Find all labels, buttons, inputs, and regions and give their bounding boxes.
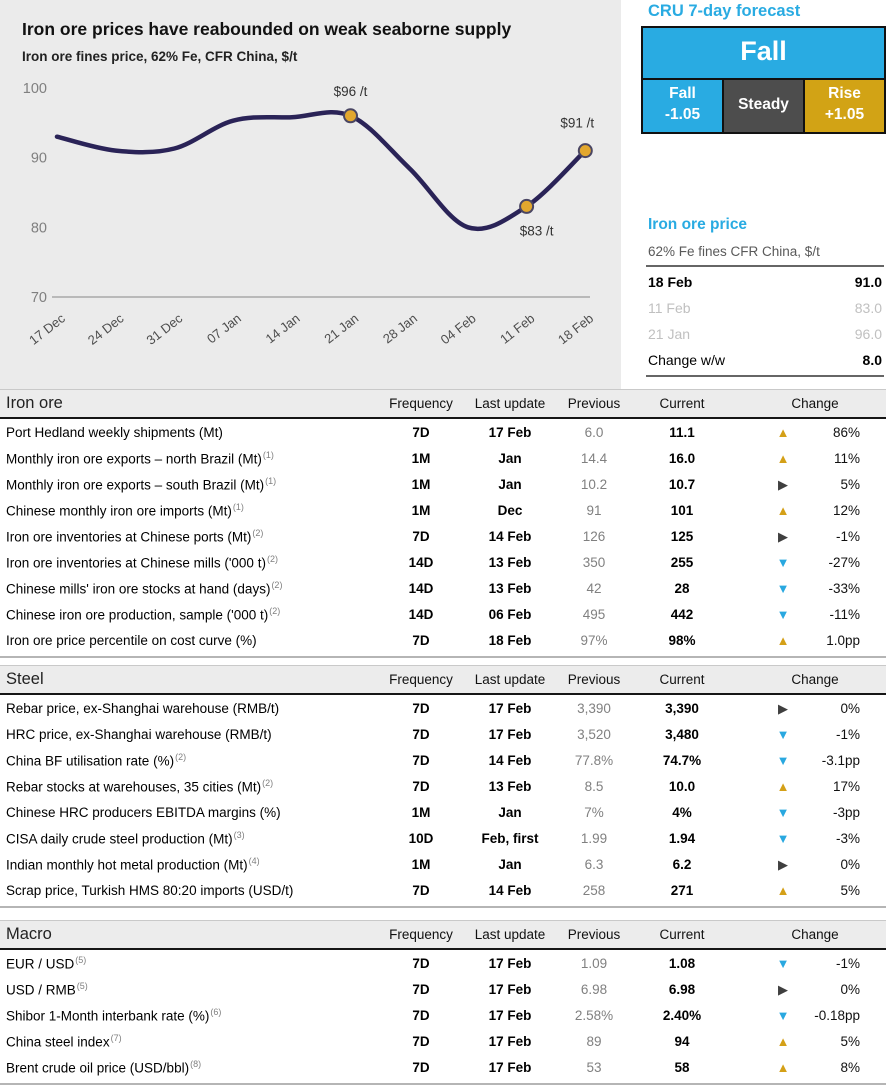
previous-cell: 77.8% [574, 752, 614, 768]
row-label: CISA daily crude steel production $(Mt)^{(3)}$ [6, 829, 245, 847]
frequency-cell: 7D [412, 981, 430, 997]
change-cell: 8% [840, 1059, 860, 1075]
current-cell: 28 [674, 580, 690, 596]
up-arrow-icon: ▲ [776, 778, 790, 794]
change-cell: -3pp [832, 804, 860, 820]
row-label: Shibor 1-Month interbank rate (%)$^{(6)}$ [6, 1006, 222, 1024]
down-arrow-icon: ▼ [776, 580, 790, 596]
change-cell: -3.1pp [821, 752, 860, 768]
row-label: USD / RMB$^{(5)}$ [6, 980, 88, 998]
frequency-cell: 7D [412, 1033, 430, 1049]
frequency-cell: 14D [408, 606, 434, 622]
column-header: Change [791, 396, 839, 411]
forecast-option-label: Fall [669, 85, 696, 102]
data-point-label: $83 /t [519, 223, 554, 239]
frequency-cell: 7D [412, 726, 430, 742]
last-update-cell: Feb, first [481, 830, 539, 846]
current-cell: 101 [670, 502, 694, 518]
last-update-cell: 14 Feb [488, 752, 532, 768]
section-header [0, 665, 886, 695]
last-update-cell: 17 Feb [488, 1007, 532, 1023]
footnote-marker: (3) [233, 829, 245, 840]
column-header: Frequency [389, 927, 453, 942]
last-update-cell: 17 Feb [488, 700, 532, 716]
last-update-cell: Jan [498, 476, 522, 492]
column-header: Frequency [389, 396, 453, 411]
footnote-marker: (2) [252, 527, 264, 538]
price-row-value: 8.0 [862, 352, 882, 368]
forecast-option-label: Steady [738, 95, 789, 113]
up-arrow-icon: ▲ [776, 1033, 790, 1049]
data-point-marker [344, 109, 357, 122]
footnote-marker: (2) [175, 751, 187, 762]
table-row [0, 549, 886, 575]
current-cell: 94 [674, 1033, 690, 1049]
last-update-cell: 17 Feb [488, 726, 532, 742]
frequency-cell: 7D [412, 424, 430, 440]
table-row [0, 497, 886, 523]
forecast-options [643, 78, 884, 132]
current-cell: 16.0 [668, 450, 696, 466]
frequency-cell: 14D [408, 554, 434, 570]
price-row [646, 269, 884, 295]
row-label: Rebar price, ex-Shanghai warehouse (RMB/t) [6, 700, 280, 716]
last-update-cell: 14 Feb [488, 528, 532, 544]
frequency-cell: 7D [412, 882, 430, 898]
frequency-cell: 1M [411, 476, 431, 492]
previous-cell: 7% [584, 804, 604, 820]
price-panel-subtitle: 62% Fe fines CFR China, $/t [648, 244, 820, 259]
change-cell: 11% [833, 450, 860, 466]
frequency-cell: 7D [412, 528, 430, 544]
forecast-box [641, 26, 886, 134]
change-cell: -0.18pp [814, 1007, 860, 1023]
chart-title: Iron ore prices have reabounded on weak seaborne supply [22, 19, 512, 39]
down-arrow-icon: ▼ [776, 955, 790, 971]
last-update-cell: 13 Feb [488, 778, 532, 794]
x-axis-tick: 14 Jan [262, 310, 303, 347]
table-row [0, 445, 886, 471]
previous-cell: 1.09 [580, 955, 608, 971]
column-header: Current [659, 672, 705, 687]
previous-cell: 8.5 [584, 778, 604, 794]
section-macro [0, 920, 886, 1085]
price-row-label: Change w/w [648, 352, 726, 368]
change-cell: 12% [832, 502, 860, 518]
previous-cell: 350 [582, 554, 606, 570]
current-cell: 10.7 [668, 476, 696, 492]
table-row [0, 695, 886, 721]
section-header [0, 389, 886, 419]
flat-arrow-icon: ▶ [778, 856, 788, 872]
up-arrow-icon: ▲ [776, 502, 790, 518]
row-label: Iron ore inventories at Chinese ports $(Mt)^{(2)}$ [6, 527, 264, 545]
previous-cell: 97% [580, 632, 608, 648]
current-cell: 4% [672, 804, 692, 820]
previous-cell: 2.58% [574, 1007, 614, 1023]
frequency-cell: 1M [411, 804, 431, 820]
current-cell: 1.94 [668, 830, 696, 846]
column-header: Current [659, 396, 705, 411]
previous-cell: 3,520 [577, 726, 611, 742]
current-cell: 6.2 [672, 856, 692, 872]
column-header: Previous [567, 927, 621, 942]
chart-subtitle: Iron ore fines price, 62% Fe, CFR China, $/t [22, 49, 298, 64]
change-cell: 0% [840, 981, 860, 997]
change-cell: -1% [835, 726, 860, 742]
section-title: Steel [6, 670, 44, 688]
table-row [0, 799, 886, 825]
change-cell: 0% [840, 700, 860, 716]
flat-arrow-icon: ▶ [778, 528, 788, 544]
change-cell: 17% [832, 778, 860, 794]
last-update-cell: 17 Feb [488, 424, 532, 440]
row-label: Port Hedland weekly shipments (Mt) [6, 424, 223, 440]
forecast-option-fall [643, 80, 722, 132]
row-label: Iron ore price percentile on cost curve (%) [6, 632, 257, 648]
change-cell: -1% [835, 528, 860, 544]
column-header: Change [791, 672, 839, 687]
previous-cell: 14.4 [580, 450, 608, 466]
flat-arrow-icon: ▶ [778, 476, 788, 492]
last-update-cell: 17 Feb [488, 1033, 532, 1049]
section-title: Iron ore [6, 394, 63, 412]
price-chart [0, 0, 621, 389]
frequency-cell: 7D [412, 752, 430, 768]
x-axis-tick: 04 Feb [437, 310, 479, 348]
section-title: Macro [6, 925, 52, 943]
footnote-marker: (7) [110, 1032, 122, 1043]
price-row-value: 83.0 [854, 300, 882, 316]
price-row-value: 91.0 [854, 274, 882, 290]
price-row-label: 18 Feb [648, 274, 693, 290]
x-axis-tick: 17 Dec [26, 310, 68, 348]
down-arrow-icon: ▼ [776, 1007, 790, 1023]
forecast-title: CRU 7-day forecast [648, 2, 801, 20]
previous-cell: 53 [586, 1059, 602, 1075]
flat-arrow-icon: ▶ [778, 981, 788, 997]
last-update-cell: Dec [497, 502, 523, 518]
table-row [0, 825, 886, 851]
current-cell: 255 [670, 554, 694, 570]
footnote-marker: (1) [232, 501, 244, 512]
row-label: China steel index$^{(7)}$ [6, 1032, 122, 1050]
row-label: Chinese iron ore production, sample ('000 t)$^{(2)}$ [6, 605, 281, 623]
footnote-marker: (5) [76, 980, 88, 991]
table-row [0, 1028, 886, 1054]
y-axis-tick: 90 [30, 150, 47, 167]
previous-cell: 258 [582, 882, 606, 898]
price-panel [646, 216, 884, 377]
row-label: EUR / USD$^{(5)}$ [6, 954, 87, 972]
data-point-marker [579, 144, 592, 157]
forecast-option-label: Rise [828, 85, 861, 102]
current-cell: 2.40% [662, 1007, 702, 1023]
table-row [0, 721, 886, 747]
frequency-cell: 10D [408, 830, 434, 846]
previous-cell: 495 [582, 606, 606, 622]
table-row [0, 471, 886, 497]
table-row [0, 601, 886, 627]
frequency-cell: 1M [411, 450, 431, 466]
x-axis-tick: 07 Jan [203, 310, 244, 347]
row-label: Rebar stocks at warehouses, 35 cities $(Mt)^{(2)}$ [6, 777, 274, 795]
previous-cell: 42 [586, 580, 602, 596]
section-header [0, 920, 886, 950]
footnote-marker: (1) [262, 449, 274, 460]
frequency-cell: 7D [412, 1007, 430, 1023]
last-update-cell: Jan [498, 804, 522, 820]
price-row-label: 21 Jan [648, 326, 691, 342]
last-update-cell: 13 Feb [488, 580, 532, 596]
up-arrow-icon: ▲ [776, 632, 790, 648]
row-label: China BF utilisation rate (%)$^{(2)}$ [6, 751, 187, 769]
previous-cell: 89 [586, 1033, 602, 1049]
table-row [0, 773, 886, 799]
footnote-marker: (2) [269, 605, 281, 616]
y-axis-tick: 80 [30, 220, 47, 237]
up-arrow-icon: ▲ [776, 450, 790, 466]
current-cell: 271 [670, 882, 694, 898]
price-row-value: 96.0 [854, 326, 882, 342]
column-header: Previous [567, 672, 621, 687]
table-row [0, 747, 886, 773]
last-update-cell: 17 Feb [488, 981, 532, 997]
up-arrow-icon: ▲ [776, 882, 790, 898]
section-iron-ore [0, 389, 886, 658]
previous-cell: 10.2 [580, 476, 608, 492]
last-update-cell: Jan [498, 856, 522, 872]
current-cell: 442 [670, 606, 694, 622]
current-cell: 125 [670, 528, 694, 544]
last-update-cell: Jan [498, 450, 522, 466]
x-axis-tick: 28 Jan [380, 310, 421, 347]
forecast-option-value: +1.05 [824, 106, 865, 123]
last-update-cell: 06 Feb [488, 606, 532, 622]
price-row [646, 295, 884, 321]
down-arrow-icon: ▼ [776, 726, 790, 742]
row-label: Scrap price, Turkish HMS 80:20 imports (USD/t) [6, 882, 294, 898]
down-arrow-icon: ▼ [776, 804, 790, 820]
last-update-cell: 13 Feb [488, 554, 532, 570]
data-point-marker [520, 200, 533, 213]
current-cell: 10.0 [668, 778, 696, 794]
footnote-marker: (5) [75, 954, 87, 965]
current-cell: 3,480 [665, 726, 699, 742]
top-area [0, 0, 886, 389]
change-cell: 5% [840, 476, 860, 492]
column-header: Last update [474, 396, 546, 411]
row-label: Iron ore inventories at Chinese mills ('000 t)$^{(2)}$ [6, 553, 278, 571]
price-row [646, 321, 884, 347]
change-cell: 86% [832, 424, 860, 440]
change-cell: 0% [840, 856, 860, 872]
last-update-cell: 17 Feb [488, 1059, 532, 1075]
price-row-label: 11 Feb [648, 300, 691, 316]
table-row [0, 950, 886, 976]
footnote-marker: (1) [265, 475, 277, 486]
x-axis-tick: 24 Dec [84, 310, 127, 348]
x-axis-tick: 31 Dec [143, 310, 186, 348]
frequency-cell: 7D [412, 700, 430, 716]
down-arrow-icon: ▼ [776, 606, 790, 622]
frequency-cell: 7D [412, 778, 430, 794]
current-cell: 58 [674, 1059, 690, 1075]
y-axis-tick: 100 [22, 80, 47, 97]
change-cell: 5% [840, 1033, 860, 1049]
last-update-cell: 18 Feb [488, 632, 532, 648]
row-label: HRC price, ex-Shanghai warehouse (RMB/t) [6, 726, 272, 742]
current-cell: 3,390 [665, 700, 699, 716]
frequency-cell: 1M [411, 856, 431, 872]
previous-cell: 91 [586, 502, 602, 518]
row-label: Indian monthly hot metal production $(Mt)^{(4)}$ [6, 855, 260, 873]
frequency-cell: 7D [412, 1059, 430, 1075]
table-row [0, 851, 886, 877]
table-row [0, 575, 886, 601]
footnote-marker: (2) [262, 777, 274, 788]
current-cell: 74.7% [662, 752, 702, 768]
row-label: Monthly iron ore exports – north Brazil $(Mt)^{(1)}$ [6, 449, 274, 467]
data-point-label: $96 /t [333, 83, 368, 99]
change-cell: -27% [828, 554, 860, 570]
data-point-label: $91 /t [560, 115, 595, 131]
footnote-marker: (2) [271, 579, 283, 590]
row-label: Chinese monthly iron ore imports $(Mt)^{(1)}$ [6, 501, 244, 519]
price-row [646, 347, 884, 373]
current-cell: 98% [668, 632, 696, 648]
column-header: Last update [474, 672, 546, 687]
change-cell: 5% [840, 882, 860, 898]
column-header: Previous [567, 396, 621, 411]
forecast-option-rise [803, 80, 884, 132]
frequency-cell: 7D [412, 955, 430, 971]
change-cell: -33% [828, 580, 860, 596]
frequency-cell: 7D [412, 632, 430, 648]
previous-cell: 6.0 [584, 424, 604, 440]
change-cell: -1% [835, 955, 860, 971]
price-table [646, 265, 884, 377]
price-panel-title: Iron ore price [648, 216, 748, 233]
last-update-cell: 14 Feb [488, 882, 532, 898]
table-row [0, 877, 886, 903]
footnote-marker: (6) [210, 1006, 222, 1017]
section-steel [0, 665, 886, 908]
x-axis-tick: 11 Feb [497, 310, 538, 347]
footnote-marker: (2) [266, 553, 278, 564]
down-arrow-icon: ▼ [776, 554, 790, 570]
current-cell: 1.08 [668, 955, 696, 971]
up-arrow-icon: ▲ [776, 424, 790, 440]
forecast-option-steady [722, 80, 803, 132]
row-label: Brent crude oil price $(USD/bbl)^{(8)}$ [6, 1058, 202, 1076]
table-row [0, 1054, 886, 1080]
forecast-main-signal: Fall [643, 28, 884, 78]
side-panel [641, 0, 886, 389]
previous-cell: 1.99 [580, 830, 608, 846]
frequency-cell: 14D [408, 580, 434, 596]
frequency-cell: 1M [411, 502, 431, 518]
table-row [0, 976, 886, 1002]
last-update-cell: 17 Feb [488, 955, 532, 971]
footnote-marker: (8) [190, 1058, 202, 1069]
current-cell: 11.1 [669, 424, 695, 440]
previous-cell: 3,390 [577, 700, 611, 716]
up-arrow-icon: ▲ [776, 1059, 790, 1075]
column-header: Change [791, 927, 839, 942]
down-arrow-icon: ▼ [776, 752, 790, 768]
column-header: Frequency [389, 672, 453, 687]
previous-cell: 6.3 [584, 856, 604, 872]
x-axis-tick: 21 Jan [321, 310, 362, 347]
table-row [0, 1002, 886, 1028]
change-cell: -11% [829, 606, 860, 622]
table-row [0, 523, 886, 549]
row-label: Chinese mills' iron ore stocks at hand (days)$^{(2)}$ [6, 579, 283, 597]
column-header: Current [659, 927, 705, 942]
row-label: Monthly iron ore exports – south Brazil $(Mt)^{(1)}$ [6, 475, 277, 493]
row-label: Chinese HRC producers EBITDA margins (%) [6, 804, 281, 820]
y-axis-tick: 70 [30, 290, 47, 306]
data-tables [0, 389, 886, 1085]
previous-cell: 126 [582, 528, 606, 544]
column-header: Last update [474, 927, 546, 942]
forecast-option-value: -1.05 [664, 106, 701, 123]
footnote-marker: (4) [248, 855, 260, 866]
current-cell: 6.98 [668, 981, 696, 997]
table-row [0, 419, 886, 445]
table-row [0, 627, 886, 653]
down-arrow-icon: ▼ [776, 830, 790, 846]
change-cell: 1.0pp [826, 632, 860, 648]
previous-cell: 6.98 [580, 981, 608, 997]
change-cell: -3% [835, 830, 860, 846]
x-axis-tick: 18 Feb [555, 310, 597, 348]
flat-arrow-icon: ▶ [778, 700, 788, 716]
